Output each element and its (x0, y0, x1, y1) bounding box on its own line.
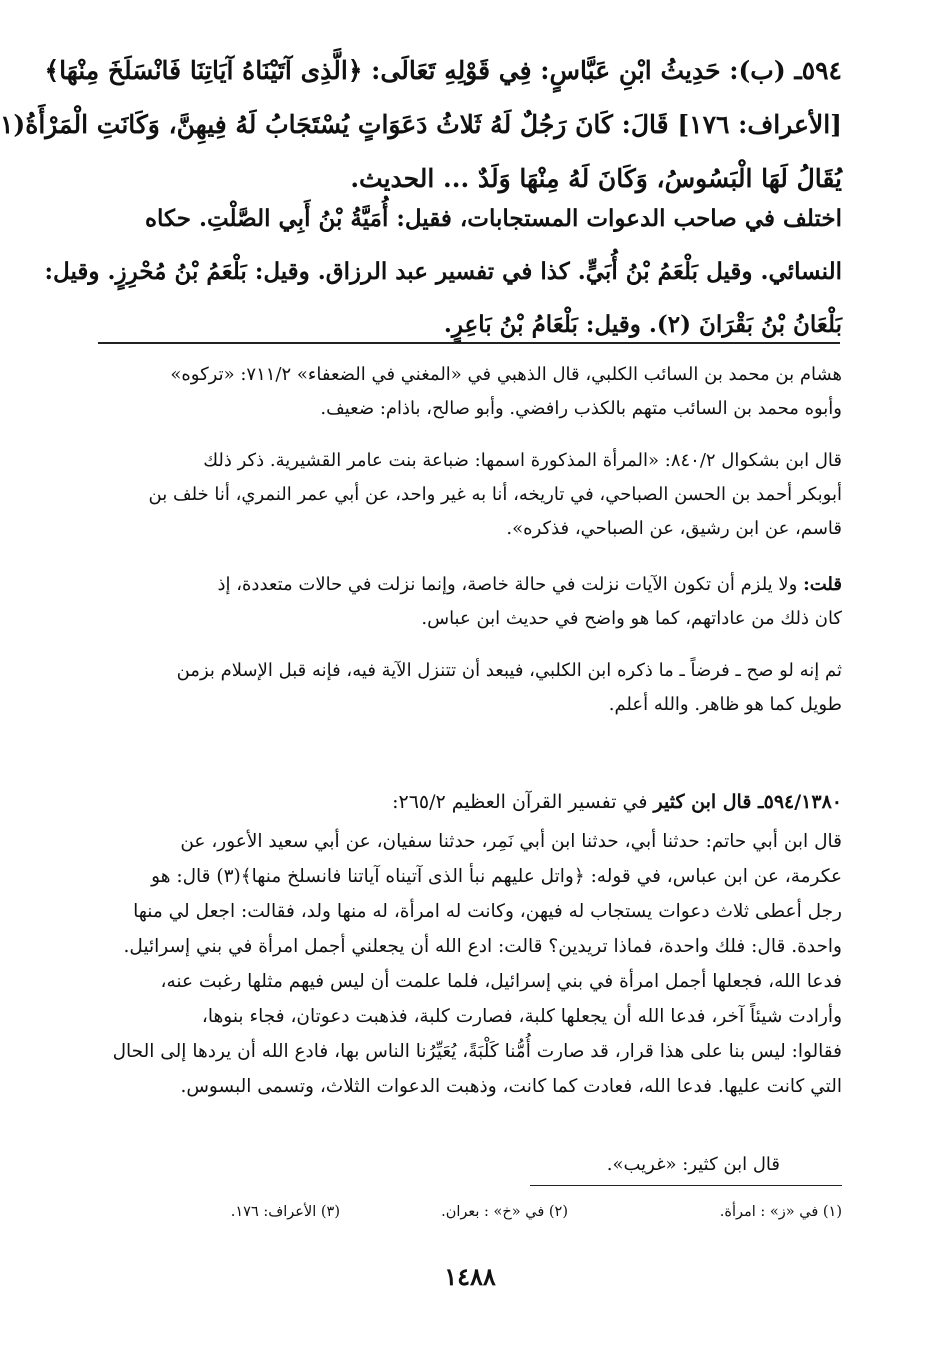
hadith-line: [الأعراف: ١٧٦] قَالَ: كَانَ رَجُلٌ لَهُ ثَلاثُ دَعَوَاتٍ يُسْتَجَابُ لَهُ فِيهِنَّ، وَكَانَتِ الْمَرْأَةُ(١ (0, 110, 842, 139)
entry-number: ٥٩٤/١٣٨٠ـ قال ابن كثير (653, 791, 842, 813)
hadith-line: ٥٩٤ـ (ب): حَدِيثُ ابْنِ عَبَّاسٍ: فِي قَوْلِهِ تَعَالَى: ﴿الَّذِى آتَيْنَاهُ آيَاتِنَا فَانْسَلَخَ مِنْهَا﴾ (44, 56, 842, 85)
note-line: طويل كما هو ظاهر. والله أعلم. (608, 694, 842, 715)
hadith-entry (0, 44, 842, 206)
note-line: كان ذلك من عاداتهم، كما هو واضح في حديث ابن عباس. (421, 608, 842, 629)
footnote-divider (530, 1185, 842, 1186)
ibn-kathir-verdict: قال ابن كثير: «غريب». (606, 1154, 780, 1175)
text-line: عكرمة، عن ابن عباس، في قوله: ﴿واتل عليهم نبأ الذى آتيناه آياتنا فانسلخ منها﴾(٣) قال: هو (151, 866, 842, 887)
note-line: وأبوه محمد بن السائب متهم بالكذب رافضي. وأبو صالح، باذام: ضعيف. (320, 398, 842, 419)
ibn-kathir-text (92, 824, 842, 1104)
note-line: ثم إنه لو صح ـ فرضاً ـ ما ذكره ابن الكلبي، فيبعد أن تتنزل الآية فيه، فإنه قبل الإسلام بزمن (176, 660, 842, 681)
note-text: ولا يلزم أن تكون الآيات نزلت في حالة خاصة، وإنما نزلت في حالات متعددة، إذ (217, 574, 798, 595)
text-line: فدعا الله، فجعلها أجمل امرأة في بني إسرائيل، فلما علمت أن ليس فيهم مثلها رغبت عنه، (160, 971, 842, 992)
footnote-3: (٣) الأعراف: ١٧٦. (230, 1204, 340, 1220)
note-line: قال ابن بشكوال ٨٤٠/٢: «المرأة المذكورة اسمها: ضباعة بنت عامر القشيرية. ذكر ذلك (203, 450, 842, 471)
note-label: قلت: (803, 574, 842, 595)
commentary-line: بَلْعَانُ بْنُ بَقْرَانَ (٢). وقيل: بَلْعَامُ بْنُ بَاعِرٍ. (443, 311, 842, 338)
note-line: قاسم، عن ابن رشيق، عن الصباحي، فذكره». (506, 518, 842, 539)
note-paragraph (100, 654, 842, 722)
text-line: فقالوا: ليس بنا على هذا قرار، قد صارت أُمُّنا كَلْبَةً، يُعَيِّرُنا الناس بها، فادع الله أن يردها إلى الحال (112, 1041, 842, 1062)
note-paragraph (100, 358, 842, 426)
page-number: ١٤٨٨ (444, 1262, 496, 1291)
heading-line (92, 786, 842, 818)
commentary-line: اختلف في صاحب الدعوات المستجابات، فقيل: أُمَيَّةُ بْنُ أَبِي الصَّلْتِ. حكاه (144, 205, 842, 232)
note-line (100, 568, 842, 602)
footnote-1: (١) في «ز» : امرأة. (719, 1204, 842, 1220)
text-line: واحدة. قال: فلك واحدة، فماذا تريدين؟ قالت: ادع الله أن يجعلني أجمل امرأة في بني إسرائيل. (123, 936, 842, 957)
commentary-paragraph (44, 192, 842, 351)
note-paragraph (100, 568, 842, 636)
hadith-line: يُقَالُ لَهَا الْبَسُوسُ، وَكَانَ لَهُ مِنْهَا وَلَدٌ ... الحديث. (350, 164, 842, 193)
note-line: هشام بن محمد بن السائب الكلبي، قال الذهبي في «المغني في الضعفاء» ٧١١/٢: «تركوه» (170, 364, 842, 385)
note-line: أبوبكر أحمد بن الحسن الصباحي، في تاريخه، أنا به غير واحد، عن أبي عمر النمري، أنا خلف بن (148, 484, 842, 505)
section-divider (98, 342, 840, 344)
text-line: رجل أعطى ثلاث دعوات يستجاب له فيهن، وكانت له امرأة، له منها ولد، فقالت: اجعل لي منها (133, 901, 842, 922)
commentary-line: النسائي. وقيل بَلْعَمُ بْنُ أُبَيٍّ. كذا في تفسير عبد الرزاق. وقيل: بَلْعَمُ بْنُ مُحْرِزٍ. وقيل: (44, 258, 842, 285)
text-line: وأرادت شيئاً آخر، فدعا الله أن يجعلها كلبة، فصارت كلبة، فذهبت دعوتان، فجاء بنوها، (201, 1006, 842, 1027)
text-line: قال ابن أبي حاتم: حدثنا أبي، حدثنا ابن أبي نَمِر، حدثنا سفيان، عن أبي سعيد الأعور، عن (180, 831, 842, 852)
note-paragraph (100, 444, 842, 546)
source-reference: في تفسير القرآن العظيم ٢٦٥/٢: (392, 791, 654, 813)
text-line: التي كانت عليها. فدعا الله، فعادت كما كانت، وذهبت الدعوات الثلاث، وتسمى البسوس. (180, 1076, 842, 1097)
ibn-kathir-heading (92, 786, 842, 818)
footnote-2: (٢) في «خ» : بعران. (441, 1204, 568, 1220)
